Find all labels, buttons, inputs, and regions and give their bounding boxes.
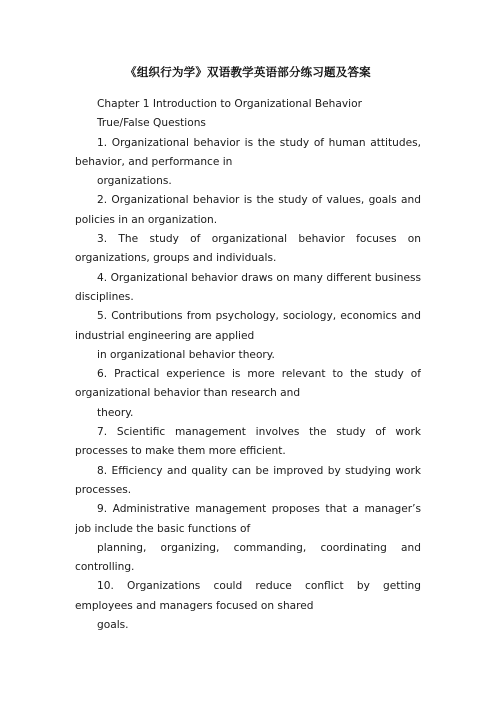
- question-9-line-1: 9. Administrative management proposes that a manager’s: [97, 503, 421, 516]
- question-2-line-2: policies in an organization.: [75, 213, 218, 226]
- question-10-line-1: 10. Organizations could reduce conflict by getting: [97, 580, 421, 593]
- question-1-line-1: 1. Organizational behavior is the study of human attitudes,: [97, 136, 421, 149]
- section-heading: True/False Questions: [97, 117, 206, 130]
- question-5-line-2: industrial engineering are applied: [75, 329, 255, 342]
- question-7-line-2: processes to make them more efficient.: [75, 445, 286, 458]
- question-8-line-2: processes.: [75, 483, 132, 496]
- document-body: [75, 95, 421, 635]
- question-3-line-2: organizations, groups and individuals.: [75, 252, 277, 265]
- question-9-line-2: job include the basic functions of: [75, 522, 251, 535]
- question-8-line-1: 8. Efficiency and quality can be improved by studying work: [97, 464, 421, 477]
- question-5-line-3: in organizational behavior theory.: [97, 348, 275, 361]
- question-9-line-4: controlling.: [75, 561, 135, 574]
- question-7-line-1: 7. Scientific management involves the study of work: [97, 426, 421, 439]
- chapter-heading: Chapter 1 Introduction to Organizational Behavior: [97, 98, 362, 110]
- question-3-line-1: 3. The study of organizational behavior focuses on: [97, 233, 421, 246]
- question-4-line-2: disciplines.: [75, 290, 134, 303]
- question-9-line-3: planning, organizing, commanding, coordinating and: [97, 541, 421, 554]
- question-1-line-3: organizations.: [97, 175, 172, 188]
- question-10-line-3: goals.: [97, 619, 129, 632]
- question-4-line-1: 4. Organizational behavior draws on many different business: [97, 271, 421, 284]
- question-6-line-1: 6. Practical experience is more relevant to the study of: [97, 368, 421, 381]
- question-1-line-2: behavior, and performance in: [75, 155, 233, 168]
- question-6-line-3: theory.: [97, 406, 134, 419]
- question-2-line-1: 2. Organizational behavior is the study of values, goals and: [97, 194, 421, 207]
- question-6-line-2: organizational behavior than research and: [75, 387, 301, 400]
- question-5-line-1: 5. Contributions from psychology, sociology, economics and: [97, 310, 421, 323]
- document-title: 《组织行为学》双语教学英语部分练习题及答案: [125, 65, 371, 79]
- question-10-line-2: employees and managers focused on shared: [75, 599, 314, 612]
